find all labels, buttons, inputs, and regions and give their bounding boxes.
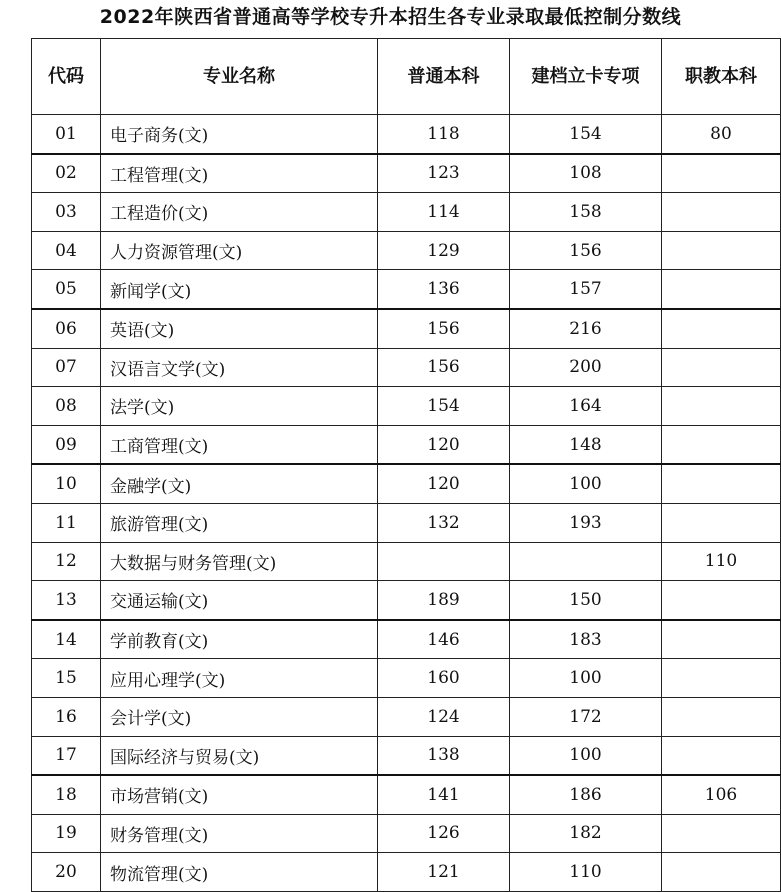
cell-special-score: 100 [510, 464, 662, 503]
table-row [32, 775, 781, 814]
document-title: 2022年陕西省普通高等学校专升本招生各专业录取最低控制分数线 [99, 6, 682, 28]
cell-special-score [510, 542, 662, 581]
cell-major-name: 旅游管理(文) [101, 503, 378, 542]
cell-major-name: 汉语言文学(文) [101, 348, 378, 387]
table-row [32, 270, 781, 309]
cell-special-score: 150 [510, 581, 662, 620]
table-row [32, 503, 781, 542]
cell-major-name: 工商管理(文) [101, 425, 378, 464]
table-row [32, 853, 781, 892]
cell-vocational-score [662, 464, 781, 503]
table-row [32, 193, 781, 232]
cell-special-score: 216 [510, 309, 662, 348]
cell-vocational-score [662, 659, 781, 698]
cell-general-score: 129 [378, 231, 510, 270]
cell-code: 04 [32, 231, 101, 270]
cell-general-score: 189 [378, 581, 510, 620]
cell-special-score: 154 [510, 115, 662, 154]
table-row [32, 387, 781, 426]
cell-code: 18 [32, 775, 101, 814]
table-row [32, 659, 781, 698]
cell-vocational-score: 106 [662, 775, 781, 814]
cell-code: 10 [32, 464, 101, 503]
cell-vocational-score [662, 697, 781, 736]
cell-vocational-score [662, 425, 781, 464]
cell-code: 01 [32, 115, 101, 154]
table-row [32, 620, 781, 659]
cell-special-score: 100 [510, 736, 662, 775]
header-poverty-special: 建档立卡专项 [510, 39, 662, 115]
cell-vocational-score [662, 736, 781, 775]
cell-special-score: 148 [510, 425, 662, 464]
cell-major-name: 国际经济与贸易(文) [101, 736, 378, 775]
table-row [32, 309, 781, 348]
cell-major-name: 财务管理(文) [101, 814, 378, 853]
cell-special-score: 164 [510, 387, 662, 426]
cell-general-score: 138 [378, 736, 510, 775]
cell-major-name: 物流管理(文) [101, 853, 378, 892]
table-row [32, 581, 781, 620]
cell-major-name: 交通运输(文) [101, 581, 378, 620]
cell-vocational-score: 110 [662, 542, 781, 581]
cell-vocational-score [662, 853, 781, 892]
cell-special-score: 110 [510, 853, 662, 892]
cell-vocational-score [662, 154, 781, 193]
cell-special-score: 157 [510, 270, 662, 309]
cell-major-name: 人力资源管理(文) [101, 231, 378, 270]
cell-general-score: 156 [378, 309, 510, 348]
cell-general-score: 160 [378, 659, 510, 698]
cell-major-name: 金融学(文) [101, 464, 378, 503]
table-row [32, 348, 781, 387]
cell-vocational-score [662, 581, 781, 620]
cell-major-name: 应用心理学(文) [101, 659, 378, 698]
cell-general-score: 141 [378, 775, 510, 814]
cell-major-name: 工程管理(文) [101, 154, 378, 193]
cell-code: 12 [32, 542, 101, 581]
table-row [32, 814, 781, 853]
cell-general-score: 120 [378, 464, 510, 503]
table-row [32, 736, 781, 775]
cell-code: 02 [32, 154, 101, 193]
cell-vocational-score [662, 231, 781, 270]
cell-general-score: 154 [378, 387, 510, 426]
cell-vocational-score [662, 270, 781, 309]
cell-major-name: 市场营销(文) [101, 775, 378, 814]
cell-code: 17 [32, 736, 101, 775]
cell-vocational-score [662, 387, 781, 426]
cell-code: 16 [32, 697, 101, 736]
table-row [32, 464, 781, 503]
cell-code: 03 [32, 193, 101, 232]
cell-code: 14 [32, 620, 101, 659]
cell-general-score: 136 [378, 270, 510, 309]
cell-vocational-score [662, 193, 781, 232]
table-row [32, 542, 781, 581]
cell-code: 06 [32, 309, 101, 348]
cell-special-score: 158 [510, 193, 662, 232]
cell-special-score: 183 [510, 620, 662, 659]
cell-general-score: 156 [378, 348, 510, 387]
cell-general-score: 121 [378, 853, 510, 892]
cell-major-name: 大数据与财务管理(文) [101, 542, 378, 581]
cell-vocational-score [662, 503, 781, 542]
cell-vocational-score [662, 309, 781, 348]
cell-special-score: 193 [510, 503, 662, 542]
cell-special-score: 182 [510, 814, 662, 853]
cell-major-name: 法学(文) [101, 387, 378, 426]
cell-code: 07 [32, 348, 101, 387]
cell-general-score: 123 [378, 154, 510, 193]
cell-major-name: 工程造价(文) [101, 193, 378, 232]
cell-general-score: 124 [378, 697, 510, 736]
cell-major-name: 会计学(文) [101, 697, 378, 736]
cell-special-score: 156 [510, 231, 662, 270]
cell-vocational-score [662, 348, 781, 387]
header-major-name: 专业名称 [101, 39, 378, 115]
table-row [32, 231, 781, 270]
table-row [32, 697, 781, 736]
cell-code: 19 [32, 814, 101, 853]
table-row [32, 115, 781, 154]
cell-special-score: 172 [510, 697, 662, 736]
table-row [32, 425, 781, 464]
cell-major-name: 电子商务(文) [101, 115, 378, 154]
cell-code: 05 [32, 270, 101, 309]
cell-major-name: 学前教育(文) [101, 620, 378, 659]
cell-special-score: 100 [510, 659, 662, 698]
header-code: 代码 [32, 39, 101, 115]
cell-general-score [378, 542, 510, 581]
cell-vocational-score [662, 620, 781, 659]
cell-general-score: 146 [378, 620, 510, 659]
table-body [32, 115, 781, 892]
cell-vocational-score [662, 814, 781, 853]
cell-general-score: 118 [378, 115, 510, 154]
header-general-undergrad: 普通本科 [378, 39, 510, 115]
cell-major-name: 英语(文) [101, 309, 378, 348]
cell-vocational-score: 80 [662, 115, 781, 154]
score-table [31, 38, 781, 892]
cell-code: 13 [32, 581, 101, 620]
cell-code: 09 [32, 425, 101, 464]
cell-special-score: 108 [510, 154, 662, 193]
cell-special-score: 200 [510, 348, 662, 387]
cell-code: 20 [32, 853, 101, 892]
cell-code: 15 [32, 659, 101, 698]
cell-major-name: 新闻学(文) [101, 270, 378, 309]
header-vocational-undergrad: 职教本科 [662, 39, 781, 115]
cell-special-score: 186 [510, 775, 662, 814]
cell-general-score: 126 [378, 814, 510, 853]
cell-general-score: 132 [378, 503, 510, 542]
cell-general-score: 120 [378, 425, 510, 464]
table-row [32, 154, 781, 193]
cell-code: 11 [32, 503, 101, 542]
cell-general-score: 114 [378, 193, 510, 232]
cell-code: 08 [32, 387, 101, 426]
table-header-row [32, 39, 781, 115]
